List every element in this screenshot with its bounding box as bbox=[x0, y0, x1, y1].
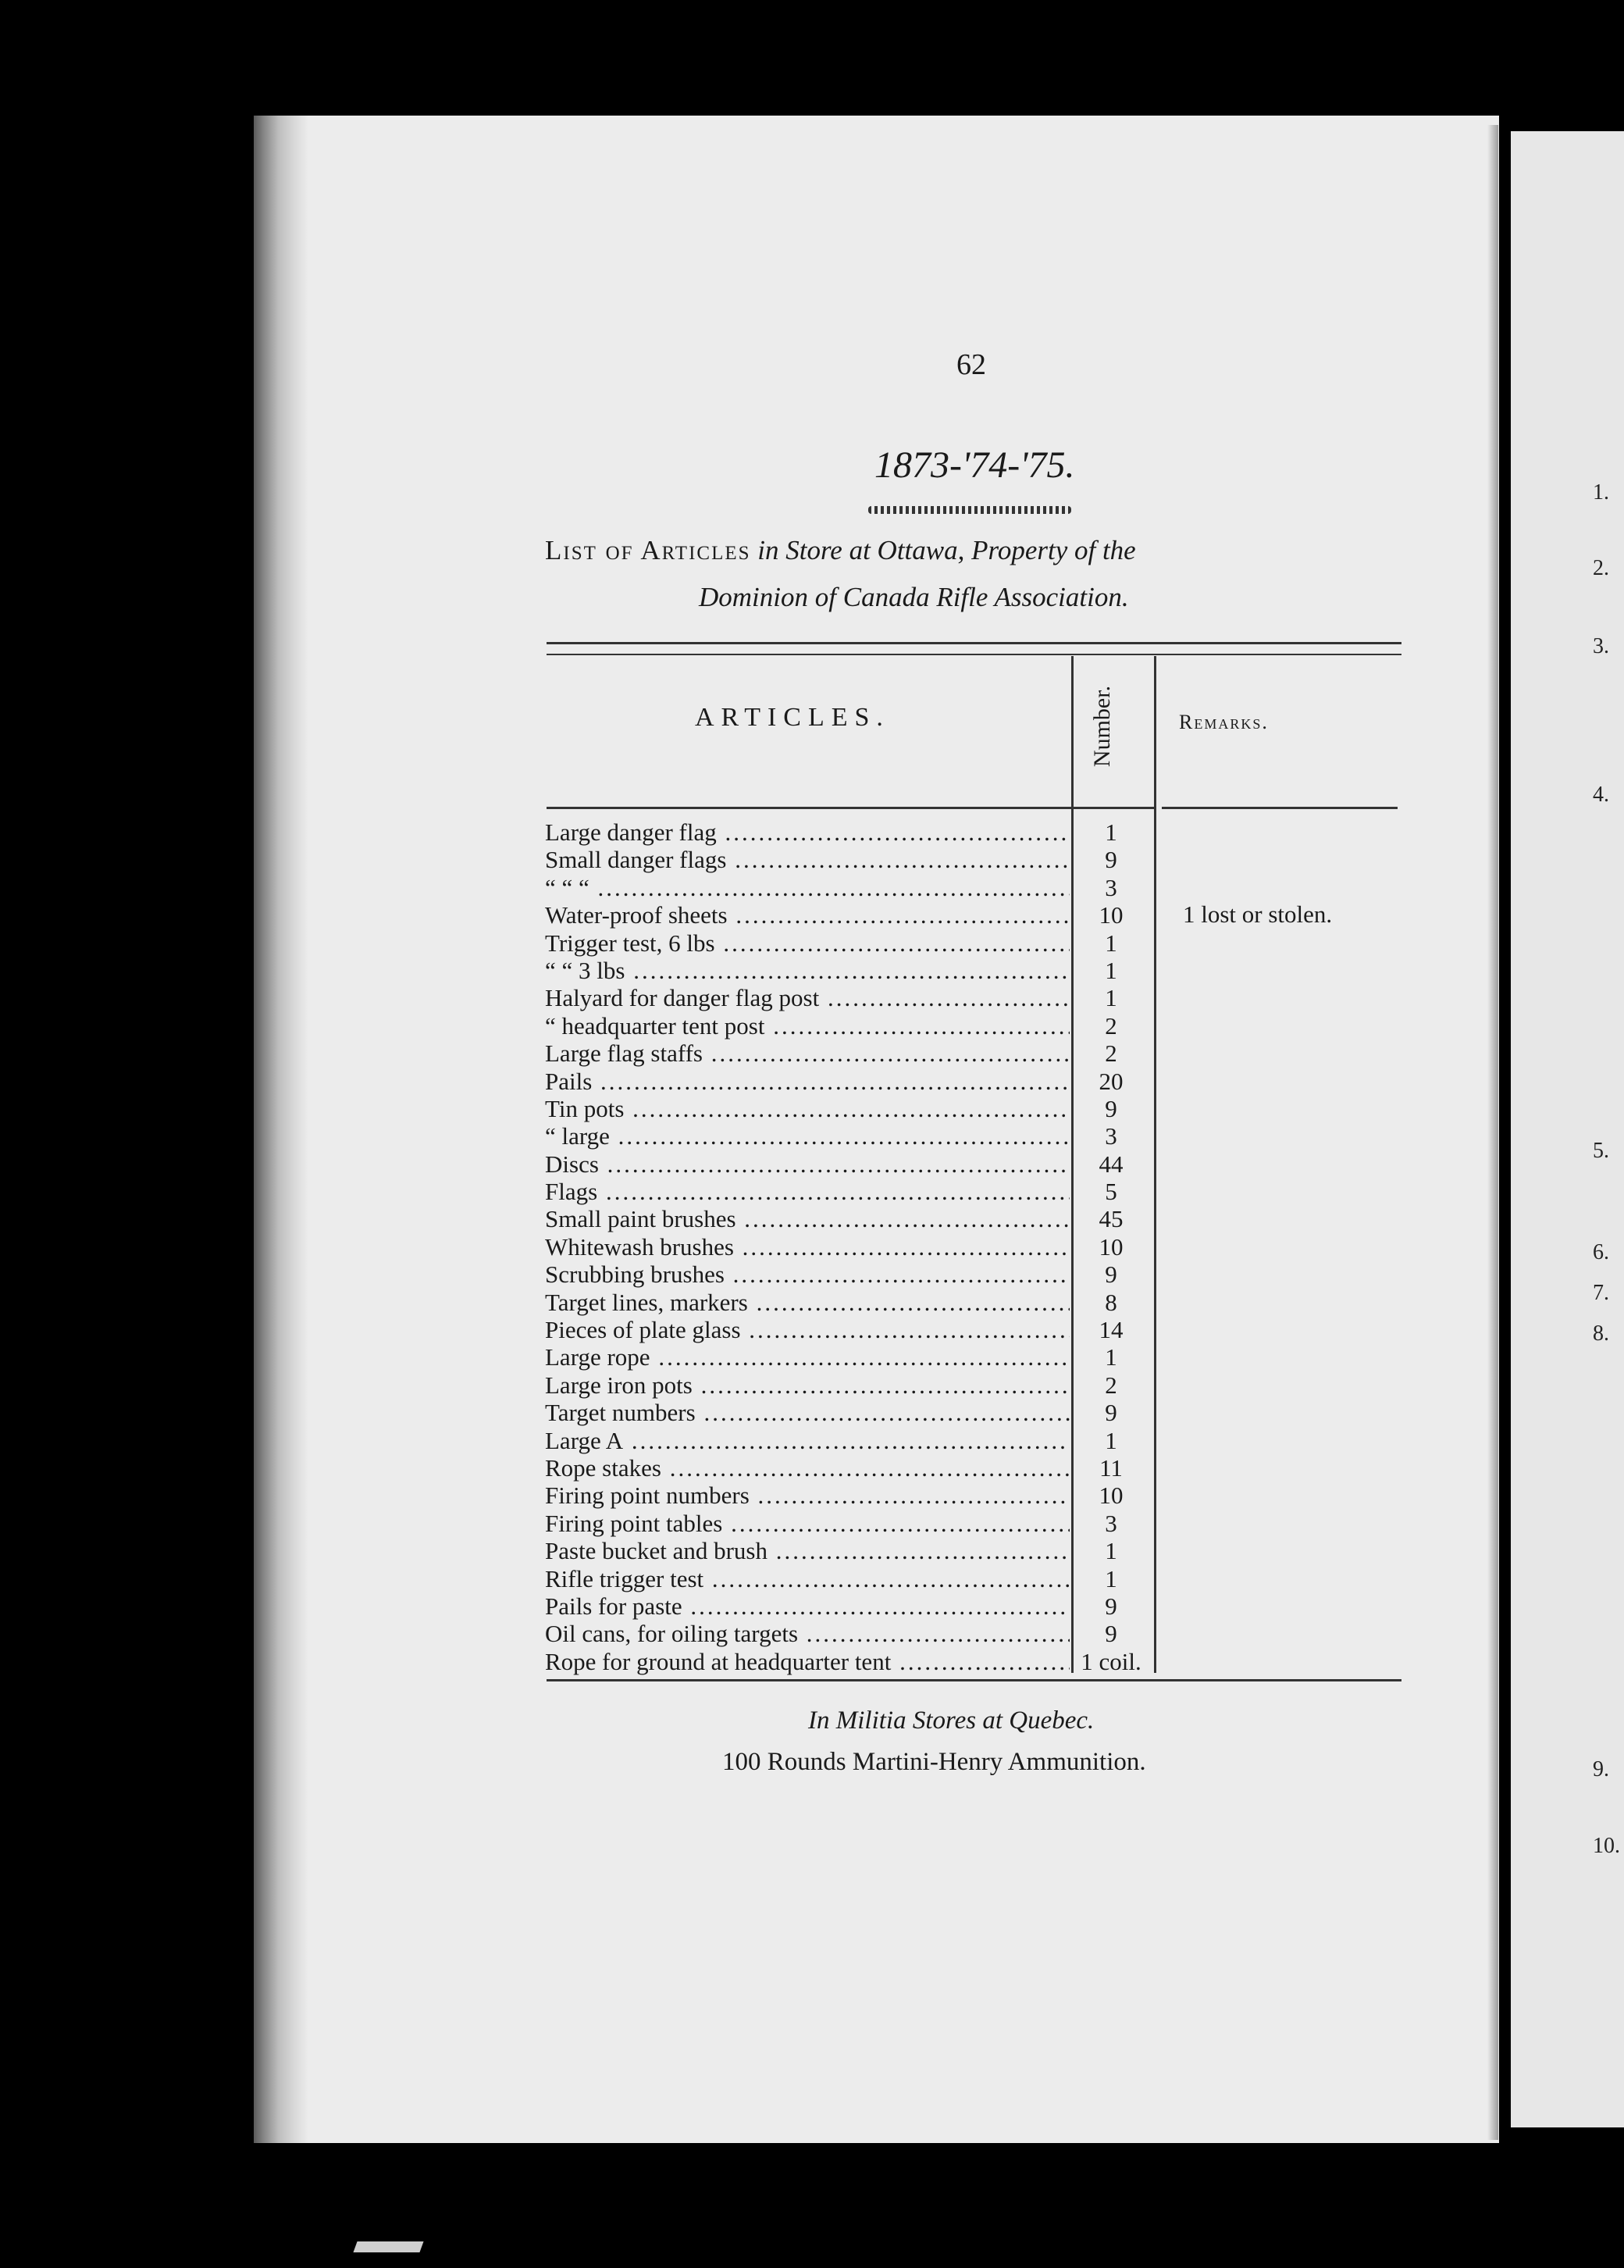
adjacent-page-item-number: 10. bbox=[1593, 1834, 1620, 1858]
article-name: “ “ “ ..... bbox=[545, 874, 1070, 901]
article-name: “ headquarter tent post ..... bbox=[545, 1012, 1070, 1040]
table-row bbox=[545, 1068, 1154, 1095]
table-row bbox=[545, 1510, 1154, 1537]
article-name: Scrubbing brushes ..... bbox=[545, 1261, 1070, 1288]
article-name: Tin pots ..... bbox=[545, 1095, 1070, 1122]
table-row bbox=[545, 1565, 1154, 1592]
article-name: Paste bucket and brush ..... bbox=[545, 1537, 1070, 1564]
article-number: 3 bbox=[1105, 1509, 1117, 1537]
article-number: 1 bbox=[1105, 929, 1117, 957]
column-divider-right bbox=[1154, 656, 1156, 1673]
adjacent-page-item-number: 3. bbox=[1593, 634, 1609, 658]
title-line-2: Dominion of Canada Rifle Association. bbox=[699, 582, 1129, 612]
article-name: Firing point numbers ..... bbox=[545, 1482, 1070, 1509]
article-name: Discs ..... bbox=[545, 1150, 1070, 1178]
article-number: 1 bbox=[1105, 1564, 1117, 1592]
article-name: “ “ 3 lbs ..... bbox=[545, 957, 1070, 984]
table-row bbox=[545, 818, 1154, 846]
table-row bbox=[545, 984, 1154, 1011]
table-row bbox=[545, 1399, 1154, 1426]
page-number: 62 bbox=[956, 348, 986, 381]
table-row bbox=[545, 1371, 1154, 1399]
article-number: 5 bbox=[1105, 1178, 1117, 1206]
article-number: 1 bbox=[1105, 956, 1117, 984]
header-rule-remarks bbox=[1162, 807, 1398, 809]
article-name: Large iron pots ..... bbox=[545, 1371, 1070, 1399]
article-name: Large danger flag ..... bbox=[545, 818, 1070, 846]
table-bottom-rule bbox=[547, 1679, 1401, 1681]
table-row bbox=[545, 1261, 1154, 1288]
article-number: 1 bbox=[1105, 1343, 1117, 1371]
table-row bbox=[545, 874, 1154, 901]
article-number: 10 bbox=[1099, 901, 1124, 929]
article-number: 9 bbox=[1105, 1620, 1117, 1648]
table-row bbox=[545, 1289, 1154, 1316]
number-column-header bbox=[1071, 672, 1134, 781]
articles-table-body bbox=[545, 818, 1154, 1675]
article-name: Halyard for danger flag post ..... bbox=[545, 984, 1070, 1011]
adjacent-page-item-number: 5. bbox=[1593, 1139, 1609, 1163]
table-row bbox=[545, 846, 1154, 873]
title-articles: Articles bbox=[640, 535, 751, 565]
article-number: 8 bbox=[1105, 1288, 1117, 1316]
article-number: 9 bbox=[1105, 846, 1117, 874]
adjacent-page-item-number: 7. bbox=[1593, 1281, 1609, 1305]
table-row bbox=[545, 1122, 1154, 1150]
remark-lost-or-stolen: 1 lost or stolen. bbox=[1183, 900, 1333, 928]
table-row bbox=[545, 1343, 1154, 1371]
article-name: Pails for paste ..... bbox=[545, 1592, 1070, 1620]
article-number: 2 bbox=[1105, 1371, 1117, 1399]
article-name: Target lines, markers ..... bbox=[545, 1289, 1070, 1316]
table-row bbox=[545, 957, 1154, 984]
article-name: Small paint brushes ..... bbox=[545, 1205, 1070, 1232]
title-rest: in Store at Ottawa, Property of the bbox=[757, 535, 1136, 565]
years-heading: 1873-'74-'75. bbox=[874, 444, 1075, 486]
page-edge bbox=[1487, 125, 1498, 2140]
adjacent-page-item-number: 1. bbox=[1593, 480, 1609, 505]
article-number: 1 bbox=[1105, 1537, 1117, 1565]
title-list-of: List of bbox=[545, 535, 634, 565]
article-number: 45 bbox=[1099, 1205, 1124, 1233]
table-row bbox=[545, 1537, 1154, 1564]
article-name: Target numbers ..... bbox=[545, 1399, 1070, 1426]
article-name: “ large ..... bbox=[545, 1122, 1070, 1150]
article-name: Flags ..... bbox=[545, 1178, 1070, 1205]
table-row bbox=[545, 1233, 1154, 1261]
articles-column-header: ARTICLES. bbox=[695, 703, 890, 732]
adjacent-page-item-number: 2. bbox=[1593, 556, 1609, 580]
table-row bbox=[545, 901, 1154, 929]
article-name: Large rope ..... bbox=[545, 1343, 1070, 1371]
table-row bbox=[545, 1316, 1154, 1343]
table-row bbox=[545, 1648, 1154, 1675]
article-name: Pieces of plate glass ..... bbox=[545, 1316, 1070, 1343]
article-number: 1 bbox=[1105, 984, 1117, 1012]
remarks-column-header: Remarks. bbox=[1179, 711, 1269, 733]
article-name: Small danger flags ..... bbox=[545, 846, 1070, 873]
page-gutter bbox=[254, 116, 308, 2143]
table-row bbox=[545, 1040, 1154, 1067]
article-name: Rope stakes ..... bbox=[545, 1454, 1070, 1482]
article-number: 20 bbox=[1099, 1067, 1124, 1095]
scan-artifact bbox=[353, 2241, 423, 2252]
adjacent-page-item-number: 4. bbox=[1593, 783, 1609, 807]
table-row bbox=[545, 1482, 1154, 1509]
table-row bbox=[545, 1178, 1154, 1205]
article-name: Large flag staffs ..... bbox=[545, 1040, 1070, 1067]
table-top-rule bbox=[547, 642, 1401, 655]
header-rule-number bbox=[1071, 807, 1154, 809]
header-rule-articles bbox=[547, 807, 1071, 809]
adjacent-page-item-number: 8. bbox=[1593, 1321, 1609, 1346]
article-name: Rope for ground at headquarter tent ..... bbox=[545, 1648, 1070, 1675]
article-name: Whitewash brushes ..... bbox=[545, 1233, 1070, 1261]
number-column-header-text: Number. bbox=[1089, 685, 1115, 768]
article-number: 3 bbox=[1105, 873, 1117, 901]
adjacent-page bbox=[1511, 131, 1624, 2127]
table-row bbox=[545, 1427, 1154, 1454]
article-number: 9 bbox=[1105, 1592, 1117, 1620]
article-number: 9 bbox=[1105, 1261, 1117, 1289]
table-row bbox=[545, 1454, 1154, 1482]
article-name: Trigger test, 6 lbs ..... bbox=[545, 929, 1070, 957]
article-name: Large A ..... bbox=[545, 1427, 1070, 1454]
article-name: Firing point tables ..... bbox=[545, 1510, 1070, 1537]
article-number: 3 bbox=[1105, 1122, 1117, 1150]
article-number: 1 bbox=[1105, 1426, 1117, 1454]
article-number: 10 bbox=[1099, 1482, 1124, 1510]
article-name: Pails ..... bbox=[545, 1068, 1070, 1095]
article-name: Water-proof sheets ..... bbox=[545, 901, 1070, 929]
table-row bbox=[545, 1205, 1154, 1232]
adjacent-page-item-number: 6. bbox=[1593, 1240, 1609, 1264]
article-name: Rifle trigger test ..... bbox=[545, 1565, 1070, 1592]
article-number: 44 bbox=[1099, 1150, 1124, 1178]
table-row bbox=[545, 929, 1154, 957]
table-row bbox=[545, 1620, 1154, 1647]
table-row bbox=[545, 1012, 1154, 1040]
article-number: 2 bbox=[1105, 1040, 1117, 1068]
footer-line-2: 100 Rounds Martini-Henry Ammunition. bbox=[722, 1748, 1146, 1776]
article-number: 14 bbox=[1099, 1316, 1124, 1344]
article-number: 9 bbox=[1105, 1399, 1117, 1427]
article-number: 9 bbox=[1105, 1094, 1117, 1122]
footer-line-1: In Militia Stores at Quebec. bbox=[808, 1706, 1095, 1735]
article-number: 2 bbox=[1105, 1011, 1117, 1040]
table-row bbox=[545, 1095, 1154, 1122]
article-number: 10 bbox=[1099, 1232, 1124, 1261]
article-name: Oil cans, for oiling targets ..... bbox=[545, 1620, 1070, 1647]
article-number: 1 coil. bbox=[1081, 1647, 1141, 1675]
article-number: 1 bbox=[1105, 818, 1117, 846]
title-line-1 bbox=[545, 535, 1136, 566]
table-row bbox=[545, 1150, 1154, 1178]
adjacent-page-item-number: 9. bbox=[1593, 1757, 1609, 1781]
table-row bbox=[545, 1592, 1154, 1620]
article-number: 11 bbox=[1099, 1453, 1123, 1482]
ornament-divider bbox=[868, 506, 1071, 514]
